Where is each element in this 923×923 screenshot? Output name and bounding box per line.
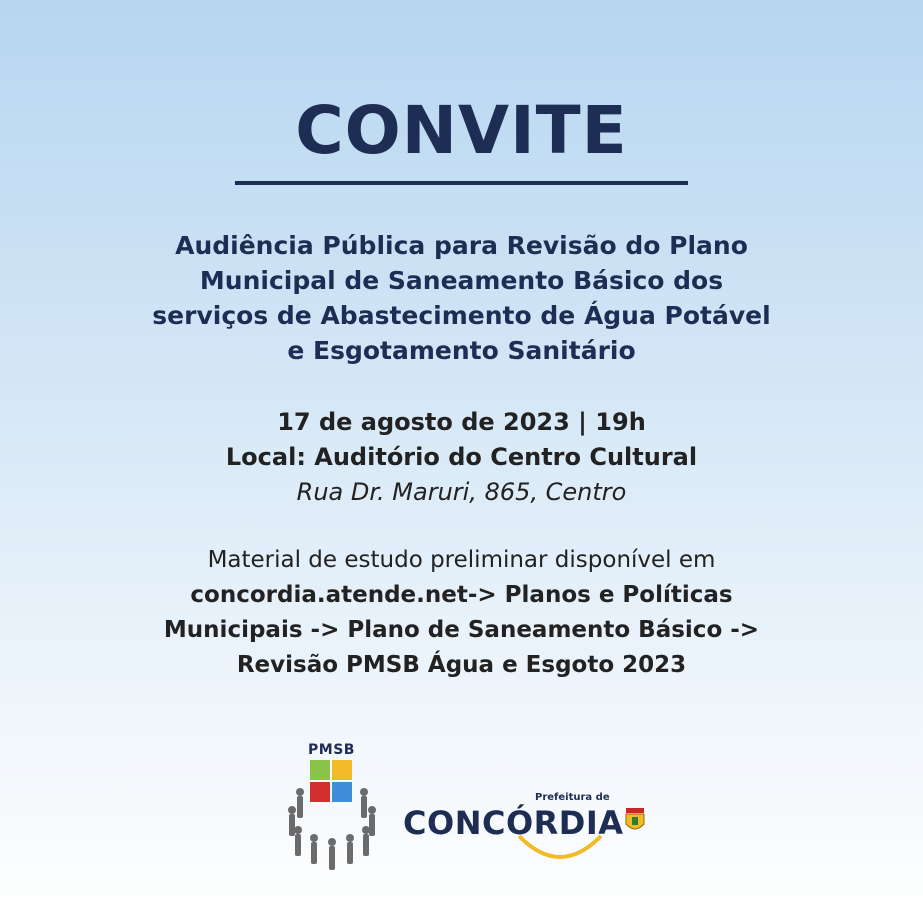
event-title-line: Municipal de Saneamento Básico dos [199,266,724,295]
material-intro: Material de estudo preliminar disponível em [207,547,716,573]
prefeitura-label: Prefeitura de [535,792,610,803]
material-path-line: Municipais -> Plano de Saneamento Básico -> [163,617,760,643]
city-name-logo: CONCÓRDIA [403,804,624,842]
event-title-line: e Esgotamento Sanitário [287,336,636,365]
event-address: Rua Dr. Maruri, 865, Centro [296,478,627,506]
pmsb-logo [270,740,395,872]
coat-of-arms-icon [623,806,647,836]
pmsb-label: PMSB [308,742,355,758]
event-title-line: serviços de Abastecimento de Água Potável [152,301,771,330]
event-date-time: 17 de agosto de 2023 | 19h [277,408,646,436]
title-underline [235,181,688,185]
event-details [60,405,863,510]
logos-area [270,740,660,880]
material-path-line: Revisão PMSB Água e Esgoto 2023 [236,652,687,678]
material-path-line: concordia.atende.net-> Planos e Políticas [190,582,733,608]
page-title: CONVITE [295,92,628,169]
event-location: Local: Auditório do Centro Cultural [225,443,698,471]
event-title-line: Audiência Pública para Revisão do Plano [175,231,748,260]
event-title [60,228,863,368]
study-material [40,543,883,683]
pmsb-emblem-icon [270,740,395,872]
